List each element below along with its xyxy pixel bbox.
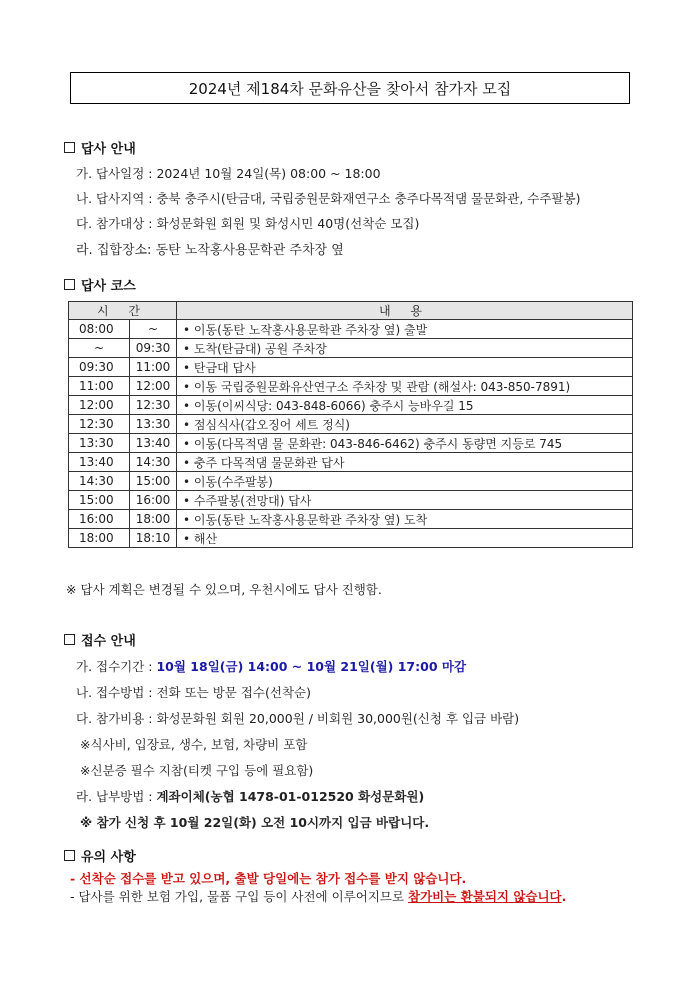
- row-end-time: 16:00: [130, 491, 177, 510]
- row-end-time: 14:30: [130, 453, 177, 472]
- row-start-time: 13:30: [69, 434, 130, 453]
- table-row: [69, 415, 633, 434]
- table-row: [69, 339, 633, 358]
- row-start-time: 12:00: [69, 396, 130, 415]
- payment-label: 라. 납부방법 :: [76, 789, 157, 804]
- col-header-content: 내 용: [177, 302, 633, 320]
- row-content: • 이동(이씨식당: 043-848-6066) 충주시 능바우길 15: [177, 396, 633, 415]
- deposit-note: ※ 참가 신청 후 10월 22일(화) 오전 10시까지 입금 바랍니다.: [80, 815, 430, 830]
- row-start-time: 15:00: [69, 491, 130, 510]
- table-row: [69, 377, 633, 396]
- table-row: [69, 453, 633, 472]
- caution-line-2: [70, 887, 566, 905]
- caution-line-2-text: - 답사를 위한 보험 가입, 물품 구입 등이 사전에 이루어지므로: [70, 889, 409, 904]
- course-note: ※ 답사 계획은 변경될 수 있으며, 우천시에도 답사 진행함.: [66, 582, 382, 597]
- row-content: • 도착(탄금대) 공원 주차장: [177, 339, 633, 358]
- row-content: • 충주 다목적댐 물문화관 답사: [177, 453, 633, 472]
- row-start-time: 12:30: [69, 415, 130, 434]
- row-content: • 이동(다목적댐 물 문화관: 043-846-6462) 충주시 동량면 지등로 745: [177, 434, 633, 453]
- checkbox-square-icon: [64, 279, 75, 290]
- table-row: [69, 491, 633, 510]
- row-start-time: ~: [69, 339, 130, 358]
- row-content: • 이동(동탄 노작홍사용문학관 주차장 옆) 도착: [177, 510, 633, 529]
- row-content: • 점심식사(갑오징어 세트 정식): [177, 415, 633, 434]
- row-end-time: 13:30: [130, 415, 177, 434]
- table-row: [69, 510, 633, 529]
- row-end-time: 18:10: [130, 529, 177, 548]
- row-end-time: 18:00: [130, 510, 177, 529]
- checkbox-square-icon: [64, 142, 75, 153]
- row-end-time: 09:30: [130, 339, 177, 358]
- row-content: • 해산: [177, 529, 633, 548]
- section-heading: 답사 안내: [81, 142, 136, 157]
- caution-line-2-end: .: [561, 889, 567, 904]
- row-start-time: 14:30: [69, 472, 130, 491]
- tour-region: 나. 답사지역 : 충북 충주시(탄금대, 국립중원문화재연구소 충주다목적댐 물문화관, 수주팔봉): [76, 191, 581, 206]
- page-title: 2024년 제184차 문화유산을 찾아서 참가자 모집: [70, 72, 630, 104]
- row-end-time: 12:00: [130, 377, 177, 396]
- payment-value: 계좌이체(농협 1478-01-012520 화성문화원): [156, 789, 425, 804]
- no-refund-emphasis: 참가비는 환불되지 않습니다: [408, 889, 562, 904]
- row-start-time: 18:00: [69, 529, 130, 548]
- tour-target: 다. 참가대상 : 화성문화원 회원 및 화성시민 40명(선착순 모집): [76, 216, 420, 231]
- row-end-time: 13:40: [130, 434, 177, 453]
- fee-note-included: ※식사비, 입장료, 생수, 보험, 차량비 포함: [80, 737, 308, 752]
- section-caution: [64, 846, 136, 865]
- row-content: • 이동 국립중원문화유산연구소 주차장 및 관람 (해설사: 043-850-7891): [177, 377, 633, 396]
- section-tour-info: [64, 138, 136, 157]
- section-course: [64, 275, 136, 294]
- period-value: 10월 18일(금) 14:00 ~ 10월 21일(월) 17:00 마감: [156, 659, 467, 674]
- table-row: [69, 529, 633, 548]
- table-row: [69, 396, 633, 415]
- section-heading: 접수 안내: [81, 634, 136, 649]
- row-start-time: 09:30: [69, 358, 130, 377]
- payment-method: [76, 787, 424, 805]
- caution-line-1: - 선착순 접수를 받고 있으며, 출발 당일에는 참가 접수를 받지 않습니다.: [70, 871, 467, 886]
- row-end-time: 11:00: [130, 358, 177, 377]
- section-registration: [64, 630, 136, 649]
- table-row: [69, 358, 633, 377]
- row-start-time: 11:00: [69, 377, 130, 396]
- table-row: [69, 472, 633, 491]
- row-content: • 수주팔봉(전망대) 답사: [177, 491, 633, 510]
- tour-meeting-place: 라. 집합장소: 동탄 노작홍사용문학관 주차장 옆: [76, 243, 344, 258]
- row-end-time: 12:30: [130, 396, 177, 415]
- table-row: [69, 434, 633, 453]
- registration-fee: 다. 참가비용 : 화성문화원 회원 20,000원 / 비회원 30,000원(신청 후 입금 바람): [76, 711, 520, 726]
- registration-method: 나. 접수방법 : 전화 또는 방문 접수(선착순): [76, 685, 311, 700]
- registration-period: [76, 657, 466, 675]
- row-content: • 이동(동탄 노작홍사용문학관 주차장 옆) 출발: [177, 320, 633, 339]
- tour-schedule: 가. 답사일정 : 2024년 10월 24일(목) 08:00 ~ 18:00: [76, 166, 381, 181]
- course-table: [68, 301, 633, 548]
- row-end-time: ~: [130, 320, 177, 339]
- checkbox-square-icon: [64, 634, 75, 645]
- period-label: 가. 접수기간 :: [76, 659, 157, 674]
- section-heading: 유의 사항: [81, 850, 136, 865]
- checkbox-square-icon: [64, 850, 75, 861]
- row-start-time: 16:00: [69, 510, 130, 529]
- row-content: • 탄금대 답사: [177, 358, 633, 377]
- row-start-time: 13:40: [69, 453, 130, 472]
- table-row: [69, 320, 633, 339]
- row-content: • 이동(수주팔봉): [177, 472, 633, 491]
- col-header-time: 시 간: [69, 302, 177, 320]
- row-end-time: 15:00: [130, 472, 177, 491]
- section-heading: 답사 코스: [81, 279, 136, 294]
- fee-note-id: ※신분증 필수 지참(티켓 구입 등에 필요함): [80, 763, 314, 778]
- row-start-time: 08:00: [69, 320, 130, 339]
